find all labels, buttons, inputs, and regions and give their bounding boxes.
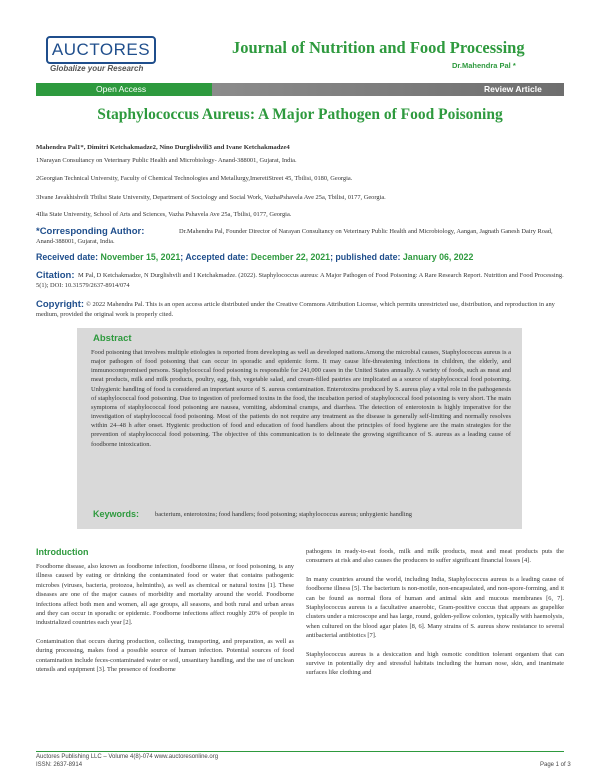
open-access-label: Open Access: [96, 84, 147, 94]
abstract-text: Food poisoning that involves multiple etiologies is reported from developing as well as developed nations.Among the microbial causes, Staphylococcus aureus is a major pathogen of food poisoning that can occur in sporadic and epidemic form. It may cause life-threatening infections in children, the elderly, and immunocompromised persons. Staphylococcal food poisoning is responsible for 241,000 cases in the United States annually. A variety of foods, such as meat and meat products, milk and milk products, poultry, egg, fish, vegetable salad, and cream-filled pastries are implicated as a source of staphylococcal food poisoning. Unhygienic handling of food is considered an important source of S. aureus contamination. Enterotoxins produced by S. aureus play a vital role in the pathogenesis of staphylococcal food poisoning. Due to ingestion of preformed toxins in the food, the incubation period of staphylococcal food poisoning is very short. The main symptoms of staphylococcal food poisoning are nausea, vomiting, abdominal cramps, and diarrhea. The detection of enterotoxin is highly imperative for the investigation of staphylococcal food poisoning. Most of the patients do not require any treatment as the disease is generally self-limiting and normally resolves within 24–48 h after onset. Hygienic production of food and education of food handlers about the principles of food hygiene are the main strategies for the prevention of staphylococcal food poisoning. The objective of this communication is to delineate the growing significance of S. aureus as a leading cause of foodborne intoxication.: [91, 349, 511, 448]
published-date: January 06, 2022: [402, 252, 474, 262]
footer-rule: [36, 751, 564, 752]
affiliation-2: 2Georgian Technical University, Faculty of Chemical Technologies and Metallurgy,ImeretiStreet 45, Tbilisi, 0180, Georgia.: [36, 175, 353, 182]
article-type-label: Review Article: [484, 84, 542, 94]
introduction-heading: Introduction: [36, 547, 89, 557]
accepted-label: ; Accepted date:: [180, 252, 249, 262]
footer-publisher: Auctores Publishing LLC – Volume 4(8)-074 www.auctoresonline.org: [36, 754, 219, 760]
author-list: Mahendra Pal1*, Dimitri Ketchakmadze2, Nino Durglishvili3 and Ivane Ketchakmadze4: [36, 144, 290, 151]
corresponding-author-label: *Corresponding Author:: [36, 226, 145, 237]
footer-issn: ISSN: 2637-8914: [36, 762, 83, 768]
received-date: November 15, 2021: [100, 252, 181, 262]
intro-paragraph: Staphylococcus aureus is a desiccation and high osmotic condition tolerant organism that can survive in potentially dry and stressful habitats including the human nose, skin, and inanimate surfaces like clothing and: [306, 650, 564, 677]
intro-paragraph: pathogens in ready-to-eat foods, milk and milk products, meat and meat products puts the consumers at risk and also causes the producers to suffer significant financial losses [4].: [306, 548, 564, 565]
intro-paragraph: Foodborne disease, also known as foodborne infection, foodborne illness, or food poisoning, is any illness caused by eating or drinking the contaminated food or water that contains pathogenic microbes (viruses, bacteria, protozoa, helminths), as well as chemical or natural toxins [1]. These diseases are one of the major causes of morbidity and mortality around the world. Foodborne infections affect both men and women, all age groups, all seasons, and both rural and urban areas and they can occur in sporadic or epidemic. Foodborne infections affect roughly 20% of people in industrialized countries each year [2].: [36, 563, 294, 627]
article-dates: [36, 252, 473, 262]
copyright-text: © 2022 Mahendra Pal. This is an open access article distributed under the Creative Commons Attribution License, which permits unrestricted use, distribution, and reproduction in any medium, provided the original work is properly cited.: [36, 301, 555, 318]
keywords-label: Keywords:: [93, 509, 140, 519]
keywords-text: bacterium, enterotoxins; food handlers; food poisoning; staphylococcus aureus; unhygienic handling: [155, 511, 412, 518]
corresponding-author-text: Dr.Mahendra Pal, Founder Director of Narayan Consultancy on Veterinary Public Health and Microbiology, Aangan, Jagnath Ganesh Dairy Road, Anand-388001, Gujarat, India.: [36, 228, 553, 245]
affiliation-4: 4Ilia State University, School of Arts and Sciences, Vazha Pshavela Ave 25a, Tbilisi, 0177, Georgia.: [36, 211, 292, 218]
published-label: ; published date:: [330, 252, 401, 262]
abstract-title: Abstract: [93, 333, 132, 344]
article-title: Staphylococcus Aureus: A Major Pathogen of Food Poisoning: [97, 106, 503, 123]
received-label: Received date:: [36, 252, 99, 262]
citation-text: M Pal, D Ketchakmadze, N Durglishvili and I Ketchakmadze. (2022). Staphylococcus aureus: A Major Pathogen of Food Poisoning: A Rare Research Report. Nutrition and Food Processing. 5(1); DOI: 10.31579/2637-8914/074: [36, 272, 564, 289]
footer-info: [36, 753, 218, 769]
intro-left-column: [36, 562, 294, 683]
accepted-date: December 22, 2021: [250, 252, 331, 262]
intro-paragraph: In many countries around the world, including India, Staphylococcus aureus is a leading cause of foodborne illness [5]. The bacterium is non-motile, non-encapsulated, and non-spore-forming, and it can be found as normal flora of human and animal skin and mucous membranes [6, 7]. Staphylococcus aureus is a facultative anaerobic, Gram-positive coccus that appears as grapelike clusters under a microscope and has large, round, golden-yellow colonies, typically with haemolysis, when cultured on the blood agar plates [8, 6]. Many strains of S. aureus show resistance to several antibacterial antibiotics [7].: [306, 575, 564, 640]
header-band: [36, 83, 564, 96]
journal-title: Journal of Nutrition and Food Processing: [232, 38, 525, 57]
copyright-label: Copyright:: [36, 299, 85, 310]
logo-text: AUCTORES: [51, 40, 151, 59]
affiliation-3: 3Ivane Javakhishvili Tbilisi State University, Department of Sociology and Social Work, VazhaPshavela Ave 25a, Tbilisi, 0177, Georgia.: [36, 194, 386, 201]
logo-tagline: Globalize your Research: [50, 64, 144, 73]
publisher-logo[interactable]: [46, 36, 156, 64]
intro-right-column: [306, 547, 564, 687]
page-number: Page 1 of 3: [540, 762, 571, 768]
affiliation-1: 1Narayan Consultancy on Veterinary Public Health and Microbiology- Anand-388001, Gujarat, India.: [36, 157, 297, 164]
editor-name: Dr.Mahendra Pal *: [452, 61, 516, 70]
citation-label: Citation:: [36, 270, 75, 281]
intro-paragraph: Contamination that occurs during production, collecting, transporting, and preparation, as well as during processing, makes food a possible source of human infection. Potential sources of food contamination include feces-contaminated water or soil, unsanitary handling, and the use of unclean utensils and equipment [3]. The presence of foodborne: [36, 637, 294, 674]
abstract-box: [77, 328, 522, 529]
